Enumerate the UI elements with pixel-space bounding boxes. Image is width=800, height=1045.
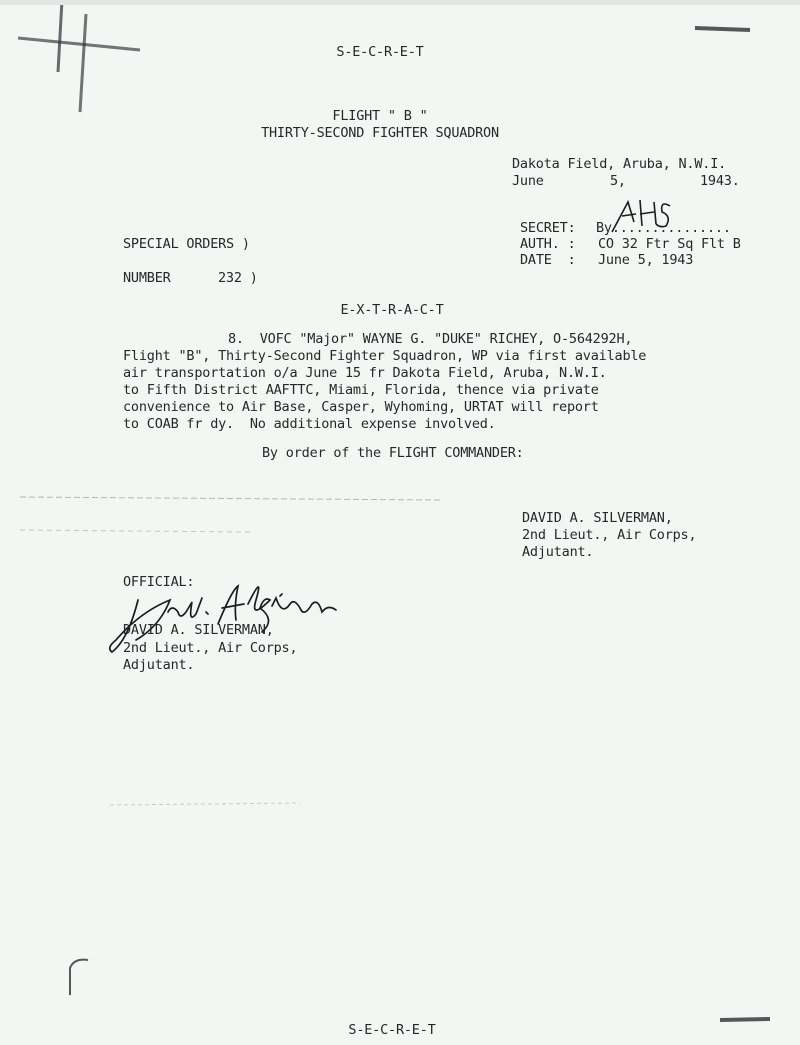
date-day: 5, [610, 173, 626, 189]
official-title: Adjutant. [123, 657, 195, 673]
date-year: 1943. [700, 173, 740, 189]
extract-title: E-X-T-R-A-C-T [340, 302, 444, 318]
by-order-line: By order of the FLIGHT COMMANDER: [262, 445, 524, 461]
signer-rank: 2nd Lieut., Air Corps, [522, 527, 697, 543]
official-name: DAVID A. SILVERMAN, [123, 622, 274, 638]
secret-value: By............... [596, 220, 731, 236]
classification-bottom: S-E-C-R-E-T [348, 1022, 436, 1038]
official-rank: 2nd Lieut., Air Corps, [123, 640, 298, 656]
date-month: June [512, 173, 544, 189]
date-value: June 5, 1943 [598, 252, 694, 268]
signer-name: DAVID A. SILVERMAN, [522, 510, 673, 526]
body-line-4: to Fifth District AAFTTC, Miami, Florida, thence via private [123, 382, 599, 398]
body-line-6: to COAB fr dy. No additional expense involved. [123, 416, 496, 432]
body-line-3: air transportation o/a June 15 fr Dakota Field, Aruba, N.W.I. [123, 365, 607, 381]
auth-value: CO 32 Ftr Sq Flt B [598, 236, 741, 252]
special-orders-label: SPECIAL ORDERS ) [123, 236, 250, 252]
number-label: NUMBER [123, 270, 171, 286]
auth-label: AUTH. : [520, 236, 576, 252]
body-line-2: Flight "B", Thirty-Second Fighter Squadron, WP via first available [123, 348, 647, 364]
number-value: 232 ) [218, 270, 258, 286]
location-place: Dakota Field, Aruba, N.W.I. [512, 156, 727, 172]
unit-line-1: FLIGHT " B " [332, 108, 428, 124]
secret-label: SECRET: [520, 220, 576, 236]
official-label: OFFICIAL: [123, 574, 195, 590]
body-line-1: 8. VOFC "Major" WAYNE G. "DUKE" RICHEY, O-564292H, [228, 331, 633, 347]
date-label: DATE : [520, 252, 576, 268]
classification-top: S-E-C-R-E-T [336, 44, 424, 60]
signer-title: Adjutant. [522, 544, 594, 560]
unit-line-2: THIRTY-SECOND FIGHTER SQUADRON [261, 125, 499, 141]
body-line-5: convenience to Air Base, Casper, Wyhoming, URTAT will report [123, 399, 599, 415]
